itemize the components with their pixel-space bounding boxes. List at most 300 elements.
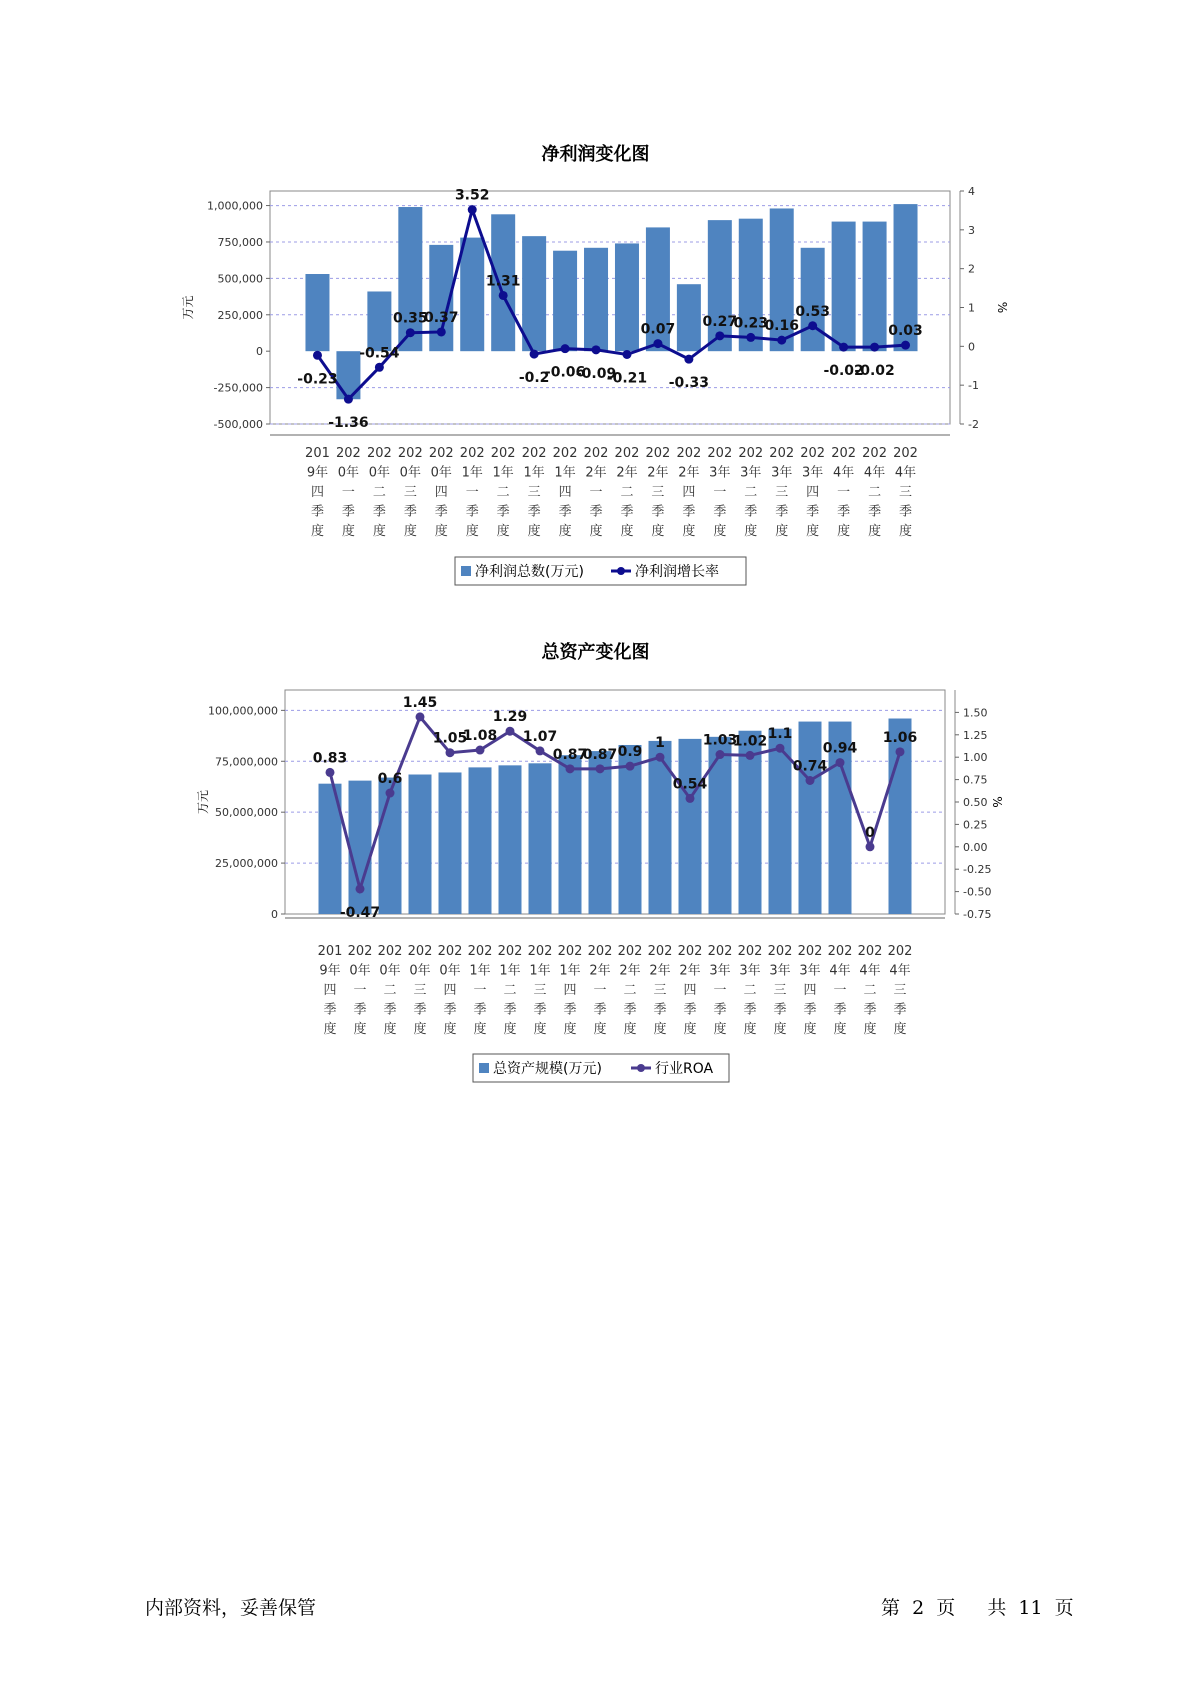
line-value-label: 1.02 (732, 733, 768, 750)
category-label: 度 (651, 524, 665, 539)
category-label: 度 (383, 1022, 397, 1037)
category-label: 四 (806, 485, 820, 500)
line-point (446, 748, 455, 757)
category-label: 0年 (430, 465, 452, 481)
category-label: 202 (552, 446, 578, 461)
line-value-label: 0.6 (377, 771, 403, 788)
line-point (326, 768, 335, 777)
category-label: 四 (682, 485, 696, 500)
category-label: 一 (713, 983, 727, 998)
category-label: 度 (713, 524, 727, 539)
right-axis-title: % (995, 301, 1009, 314)
category-label: 季 (372, 504, 386, 520)
line-value-label: -0.33 (668, 375, 710, 392)
category-label: 三 (775, 485, 789, 500)
line-point (808, 321, 817, 330)
footer-total-pages: 11 (1018, 1597, 1043, 1619)
category-label: 202 (583, 446, 609, 461)
category-label: 季 (310, 504, 324, 520)
category-label: 季 (527, 504, 541, 520)
category-label: 202 (407, 944, 433, 959)
category-label: 度 (623, 1022, 637, 1037)
left-axis-title: 万元 (181, 295, 195, 320)
bar (305, 274, 329, 351)
category-label: 度 (899, 524, 913, 539)
category-label: 一 (341, 485, 355, 500)
line-point (686, 794, 695, 803)
line-point (499, 291, 508, 300)
category-label: 季 (558, 504, 572, 520)
category-label: 202 (707, 944, 733, 959)
footer-page-suffix: 页 (1054, 1597, 1074, 1619)
category-label: 0年 (439, 963, 461, 979)
category-label: 一 (353, 983, 367, 998)
category-label: 四 (434, 485, 448, 500)
right-tick-label: 0 (968, 340, 975, 354)
category-label: 度 (863, 1022, 877, 1037)
category-label: 季 (833, 1002, 847, 1018)
category-label: 一 (713, 485, 727, 500)
line-value-label: -0.06 (544, 364, 586, 381)
category-label: 202 (800, 446, 826, 461)
category-label: 度 (323, 1022, 337, 1037)
category-label: 度 (682, 524, 696, 539)
category-label: 度 (563, 1022, 577, 1037)
category-label: 0年 (349, 963, 371, 979)
category-label: 2年 (616, 465, 638, 481)
category-label: 季 (383, 1002, 397, 1018)
category-label: 度 (683, 1022, 697, 1037)
right-tick-label: -0.75 (963, 908, 992, 921)
line-value-label: -0.47 (339, 904, 381, 921)
category-label: 202 (676, 446, 702, 461)
category-label: 202 (645, 446, 671, 461)
line-value-label: -0.09 (575, 365, 617, 382)
category-label: 季 (496, 504, 510, 520)
category-label: 度 (775, 524, 789, 539)
category-label: 四 (558, 485, 572, 500)
category-label: 二 (863, 983, 877, 998)
line-point (870, 343, 879, 352)
category-label: 季 (899, 504, 913, 520)
category-label: 3年 (769, 963, 791, 979)
category-label: 季 (713, 1002, 727, 1018)
category-label: 季 (623, 1002, 637, 1018)
category-label: 季 (713, 504, 727, 520)
right-tick-label: 0.75 (963, 773, 988, 787)
bar (460, 238, 484, 352)
line-point (437, 327, 446, 336)
line-point (476, 746, 485, 755)
bar (801, 248, 825, 351)
category-label: 4年 (894, 465, 917, 481)
category-label: 度 (434, 524, 448, 539)
footer-page-prefix: 第 (881, 1597, 901, 1619)
legend-bar-label: 净利润总数(万元) (475, 564, 584, 580)
bar (409, 775, 432, 914)
category-label: 3年 (771, 465, 793, 481)
category-label: 1年 (554, 465, 576, 481)
bar (559, 755, 582, 914)
category-label: 0年 (409, 963, 431, 979)
category-label: 2年 (679, 963, 701, 979)
line-value-label: 0.03 (888, 323, 923, 340)
category-label: 度 (353, 1022, 367, 1037)
category-label: 二 (744, 485, 758, 500)
category-label: 季 (443, 1002, 457, 1018)
line-value-label: 0 (865, 824, 875, 841)
category-label: 二 (620, 485, 634, 500)
chart-title: 总资产变化图 (541, 642, 650, 663)
line-value-label: 1.29 (492, 709, 528, 726)
bar (439, 772, 462, 914)
category-label: 202 (677, 944, 703, 959)
category-label: 三 (773, 983, 787, 998)
category-label: 季 (863, 1002, 877, 1018)
category-label: 1年 (529, 963, 551, 979)
line-value-label: 1.31 (485, 273, 521, 290)
category-label: 度 (744, 524, 758, 539)
category-label: 2年 (589, 963, 611, 979)
category-label: 二 (372, 485, 386, 500)
category-label: 二 (383, 983, 397, 998)
left-tick-label: 250,000 (217, 308, 263, 322)
line-point (896, 747, 905, 756)
category-label: 202 (397, 446, 423, 461)
line-value-label: 1 (655, 735, 665, 752)
line-value-label: 0.16 (764, 318, 799, 335)
category-label: 201 (317, 944, 343, 959)
category-label: 季 (868, 504, 882, 520)
line-value-label: 0.53 (795, 303, 830, 320)
right-tick-label: 0.50 (963, 796, 988, 809)
line-value-label: -1.36 (328, 415, 369, 432)
category-label: 四 (323, 983, 337, 998)
line-point (468, 205, 477, 214)
category-label: 度 (372, 524, 386, 539)
category-label: 202 (617, 944, 643, 959)
category-label: 202 (366, 446, 392, 461)
category-label: 3年 (709, 963, 731, 979)
left-tick-label: 750,000 (217, 235, 263, 249)
category-label: 一 (473, 983, 487, 998)
category-label: 度 (533, 1022, 547, 1037)
category-label: 度 (893, 1022, 907, 1037)
left-tick-label: 25,000,000 (215, 857, 278, 871)
category-label: 三 (403, 485, 417, 500)
line-value-label: -0.02 (823, 363, 864, 380)
category-label: 202 (614, 446, 640, 461)
category-label: 季 (837, 504, 851, 520)
line-value-label: -0.54 (359, 345, 400, 362)
bar (615, 243, 639, 351)
category-label: 季 (744, 504, 758, 520)
category-label: 度 (868, 524, 882, 539)
line-point (622, 350, 631, 359)
category-label: 四 (683, 983, 697, 998)
category-label: 3年 (739, 963, 761, 979)
category-label: 0年 (379, 963, 401, 979)
line-point (592, 345, 601, 354)
line-value-label: 0.87 (552, 746, 588, 763)
category-label: 一 (465, 485, 479, 500)
category-label: 4年 (889, 963, 911, 979)
right-tick-label: 1 (968, 301, 975, 315)
category-label: 度 (527, 524, 541, 539)
category-label: 9年 (306, 465, 329, 481)
category-label: 季 (893, 1002, 907, 1018)
category-label: 三 (527, 485, 541, 500)
category-label: 202 (769, 446, 795, 461)
category-label: 202 (827, 944, 853, 959)
category-label: 202 (557, 944, 583, 959)
category-label: 4年 (829, 963, 851, 979)
category-label: 三 (899, 485, 913, 500)
line-value-label: -0.2 (518, 370, 550, 387)
line-value-label: 0.83 (312, 750, 348, 767)
category-label: 2年 (585, 465, 607, 481)
category-label: 季 (563, 1002, 577, 1018)
left-tick-label: 100,000,000 (208, 704, 278, 718)
category-label: 202 (587, 944, 613, 959)
right-tick-label: 2 (968, 262, 975, 276)
category-label: 202 (437, 944, 463, 959)
category-label: 度 (496, 524, 510, 539)
total-assets-chart (0, 638, 1191, 1098)
line-value-label: 0.9 (617, 744, 643, 761)
line-value-label: 0.54 (672, 776, 708, 793)
line-point (561, 344, 570, 353)
category-label: 度 (310, 524, 324, 539)
category-label: 三 (651, 485, 665, 500)
category-label: 季 (533, 1002, 547, 1018)
line-point (375, 363, 384, 372)
line-value-label: 1.07 (522, 728, 558, 745)
category-label: 度 (620, 524, 634, 539)
category-label: 度 (713, 1022, 727, 1037)
category-label: 201 (305, 446, 330, 461)
line-point (836, 758, 845, 767)
category-label: 度 (743, 1022, 757, 1037)
category-label: 度 (443, 1022, 457, 1037)
right-tick-label: 3 (968, 223, 975, 237)
category-label: 季 (775, 504, 789, 520)
right-tick-label: 1.00 (963, 751, 988, 765)
line-point (656, 753, 665, 762)
line-point (386, 789, 395, 798)
category-label: 度 (558, 524, 572, 539)
category-label: 2年 (678, 465, 700, 481)
line-value-label: 0.37 (424, 309, 459, 326)
footer-total-prefix: 共 (987, 1597, 1007, 1619)
category-label: 4年 (863, 465, 886, 481)
legend-line-marker (637, 1064, 645, 1072)
category-label: 4年 (832, 465, 855, 481)
category-label: 四 (310, 485, 324, 500)
category-label: 季 (743, 1002, 757, 1018)
category-label: 202 (893, 446, 918, 461)
line-point (776, 744, 785, 753)
right-tick-label: 1.50 (963, 706, 988, 720)
category-label: 季 (434, 504, 448, 520)
category-label: 季 (403, 504, 417, 520)
line-value-label: 1.08 (462, 728, 498, 745)
category-label: 202 (862, 446, 887, 461)
category-label: 3年 (799, 963, 821, 979)
category-label: 0年 (368, 465, 391, 481)
left-tick-label: 500,000 (217, 272, 263, 286)
bar (589, 751, 612, 914)
category-label: 202 (497, 944, 523, 959)
category-label: 四 (803, 983, 817, 998)
category-label: 202 (707, 446, 733, 461)
line-value-label: 0.23 (733, 315, 769, 332)
line-value-label: -0.21 (606, 370, 648, 387)
category-label: 二 (623, 983, 637, 998)
category-label: 2年 (619, 963, 641, 979)
line-value-label: 0.27 (702, 313, 738, 330)
net-profit-chart-svg (0, 140, 1191, 600)
category-label: 202 (767, 944, 793, 959)
line-point (626, 762, 635, 771)
line-point (356, 884, 365, 893)
footer-page-number: 2 (912, 1597, 925, 1619)
bar (349, 781, 372, 914)
line-point (901, 341, 910, 350)
category-label: 季 (323, 1002, 337, 1018)
line-point (406, 328, 415, 337)
category-label: 季 (682, 504, 696, 520)
category-label: 202 (336, 446, 361, 461)
legend-line-label: 行业ROA (655, 1061, 714, 1077)
right-tick-label: -0.25 (963, 863, 992, 877)
category-label: 202 (459, 446, 485, 461)
line-point (530, 350, 539, 359)
category-label: 季 (341, 504, 355, 520)
line-point (344, 395, 353, 404)
category-label: 度 (653, 1022, 667, 1037)
bar (553, 251, 577, 351)
category-label: 季 (589, 504, 603, 520)
category-label: 1年 (499, 963, 521, 979)
line-point (313, 351, 322, 360)
category-label: 一 (593, 983, 607, 998)
line-value-label: 0.87 (582, 746, 618, 763)
category-label: 度 (803, 1022, 817, 1037)
category-label: 二 (868, 485, 882, 500)
category-label: 三 (653, 983, 667, 998)
footer-confidential-note: 内部资料，妥善保管 (145, 1597, 317, 1619)
right-tick-label: -1 (968, 379, 979, 393)
bar (709, 737, 732, 914)
bar (469, 767, 492, 914)
line-value-label: 0.74 (792, 758, 828, 775)
line-point (806, 776, 815, 785)
bar (832, 222, 856, 352)
category-label: 一 (837, 485, 851, 500)
category-label: 季 (473, 1002, 487, 1018)
category-label: 9年 (319, 963, 341, 979)
category-label: 度 (503, 1022, 517, 1037)
category-label: 季 (806, 504, 820, 520)
line-point (746, 333, 755, 342)
bar (584, 248, 608, 351)
category-label: 季 (620, 504, 634, 520)
line-point (839, 343, 848, 352)
legend-line-marker (617, 567, 625, 575)
right-axis-title: % (990, 796, 1004, 808)
category-label: 度 (806, 524, 820, 539)
category-label: 度 (403, 524, 417, 539)
right-tick-label: 1.25 (963, 728, 988, 742)
category-label: 3年 (709, 465, 731, 481)
legend-line-label: 净利润增长率 (635, 564, 719, 580)
bar (863, 222, 887, 352)
net-profit-chart (0, 140, 1191, 600)
category-label: 202 (738, 446, 764, 461)
bar (367, 291, 391, 351)
line-value-label: -0.02 (854, 363, 895, 380)
category-label: 202 (377, 944, 403, 959)
left-tick-label: 75,000,000 (215, 755, 278, 769)
line-point (746, 751, 755, 760)
line-point (777, 336, 786, 345)
right-tick-label: -0.50 (963, 885, 992, 899)
category-label: 二 (743, 983, 757, 998)
line-value-label: 1.06 (882, 729, 918, 746)
line-point (596, 764, 605, 773)
bar (529, 763, 552, 914)
line-value-label: -0.23 (297, 371, 338, 388)
category-label: 0年 (337, 465, 360, 481)
chart-title: 净利润变化图 (541, 144, 650, 165)
category-label: 四 (443, 983, 457, 998)
category-label: 季 (593, 1002, 607, 1018)
category-label: 季 (503, 1002, 517, 1018)
category-label: 三 (533, 983, 547, 998)
category-label: 202 (857, 944, 883, 959)
legend-bar-swatch (461, 566, 471, 576)
category-label: 3年 (802, 465, 824, 481)
line-value-label: 1.1 (767, 726, 793, 743)
category-label: 季 (773, 1002, 787, 1018)
category-label: 度 (465, 524, 479, 539)
category-label: 季 (413, 1002, 427, 1018)
line-point (536, 746, 545, 755)
right-tick-label: 0.25 (963, 818, 988, 832)
category-label: 4年 (859, 963, 881, 979)
line-value-label: 1.45 (402, 694, 438, 711)
footer-page-indicator (881, 1593, 1076, 1620)
category-label: 度 (589, 524, 603, 539)
footer-page-mid: 页 (936, 1597, 956, 1619)
category-label: 1年 (492, 465, 514, 481)
line-point (653, 339, 662, 348)
category-label: 三 (893, 983, 907, 998)
category-label: 0年 (399, 465, 421, 481)
right-tick-label: 4 (968, 185, 975, 198)
category-label: 202 (521, 446, 547, 461)
legend-bar-label: 总资产规模(万元) (493, 1061, 602, 1077)
line-value-label: 3.52 (454, 187, 490, 204)
bar (677, 284, 701, 351)
category-label: 四 (563, 983, 577, 998)
line-value-label: 1.05 (432, 730, 468, 747)
category-label: 202 (797, 944, 823, 959)
line-point (866, 842, 875, 851)
bar (799, 722, 822, 914)
line-value-label: 0.07 (640, 321, 676, 338)
